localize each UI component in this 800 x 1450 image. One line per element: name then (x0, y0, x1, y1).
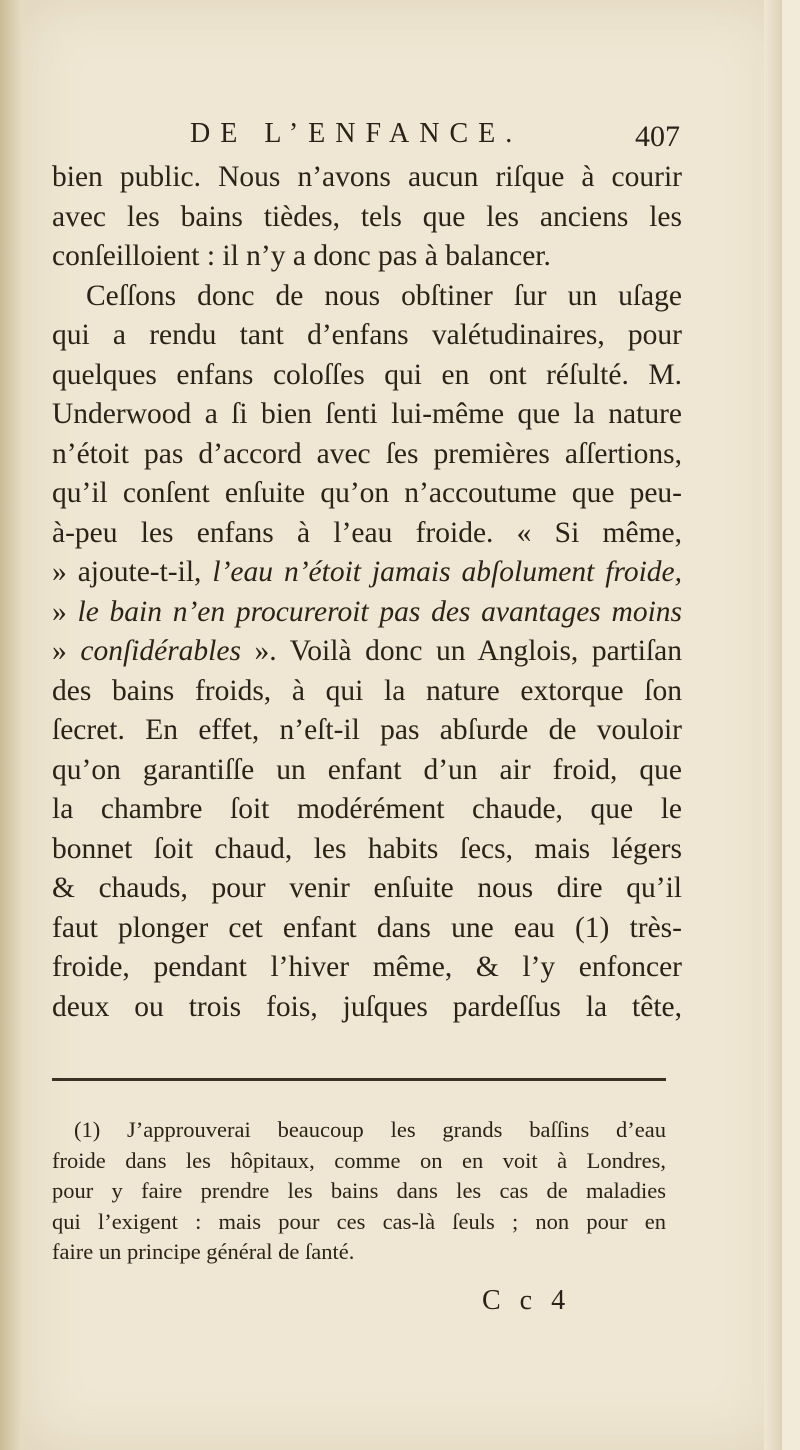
text-line: Underwood a ſi bien ſenti lui-même que la nature (52, 398, 682, 430)
text-line: conſeilloient : il n’y a donc pas à balancer. (52, 240, 551, 272)
text-line: quelques enfans coloſſes qui en ont réſulté. M. (52, 358, 682, 391)
text-line: qu’il conſent enſuite qu’on n’accoutume que peu- (52, 477, 682, 509)
italic-quote: le bain n’en procureroit pas des avantages moins (77, 595, 682, 628)
italic-quote: l’eau n’étoit jamais abſolument froide, (212, 556, 682, 588)
text-line (52, 632, 682, 672)
footnote-line: faire un principe général de ſanté. (52, 1239, 355, 1264)
footnote-divider (52, 1078, 666, 1081)
page-gutter-shadow (0, 0, 22, 1450)
text-line: froide, pendant l’hiver même, & l’y enfoncer (52, 951, 682, 983)
footnote-line: (1) J’approuverai beaucoup les grands baſſins d’eau (74, 1117, 666, 1142)
text-line: qu’on garantiſſe un enfant d’un air froid, que (52, 753, 682, 786)
text-line: n’étoit pas d’accord avec ſes premières aſſertions, (52, 437, 682, 470)
text-line: à-peu les enfans à l’eau froide. « Si même, (52, 516, 682, 549)
text-line: la chambre ſoit modérément chaude, que le (52, 793, 682, 825)
text-line: des bains froids, à qui la nature extorque ſon (52, 674, 682, 707)
text-line: faut plonger cet enfant dans une eau (1) très- (52, 911, 682, 944)
text-line (52, 593, 682, 633)
text-line: bien public. Nous n’avons aucun riſque à courir (52, 161, 682, 193)
signature-mark: C c 4 (482, 1285, 572, 1316)
text-line: Ceſſons donc de nous obſtiner ſur un uſage (86, 279, 682, 312)
footnote-line: qui l’exigent : mais pour ces cas-là ſeuls ; non pour en (52, 1208, 666, 1234)
text-line: deux ou trois fois, juſques pardeſſus la tête, (52, 990, 682, 1023)
running-title: DE L’ENFANCE. (190, 118, 523, 149)
running-head (190, 118, 680, 158)
footnote-line: pour y faire prendre les bains dans les cas de maladies (52, 1178, 666, 1203)
text-run: ». Voilà donc un Anglois, partiſan (240, 635, 683, 667)
text-line: & chauds, pour venir enſuite nous dire qu’il (52, 872, 682, 904)
italic-quote: conſidérables (80, 635, 241, 667)
text-run: » (52, 635, 81, 667)
page-edge (764, 0, 782, 1450)
text-run: » ajoute-t-il, (52, 556, 213, 588)
text-run: » (52, 595, 78, 628)
text-line: ſecret. En effet, n’eſt-il pas abſurde de vouloir (52, 714, 682, 746)
main-text (52, 158, 682, 1027)
footnote (52, 1115, 666, 1268)
text-line: qui a rendu tant d’enfans valétudinaires, pour (52, 319, 682, 351)
text-line: bonnet ſoit chaud, les habits ſecs, mais légers (52, 832, 682, 865)
page-number: 407 (635, 120, 680, 153)
text-line: avec les bains tièdes, tels que les anciens les (52, 200, 682, 233)
text-line (52, 553, 682, 593)
footnote-line: froide dans les hôpitaux, comme on en voit à Londres, (52, 1147, 666, 1173)
